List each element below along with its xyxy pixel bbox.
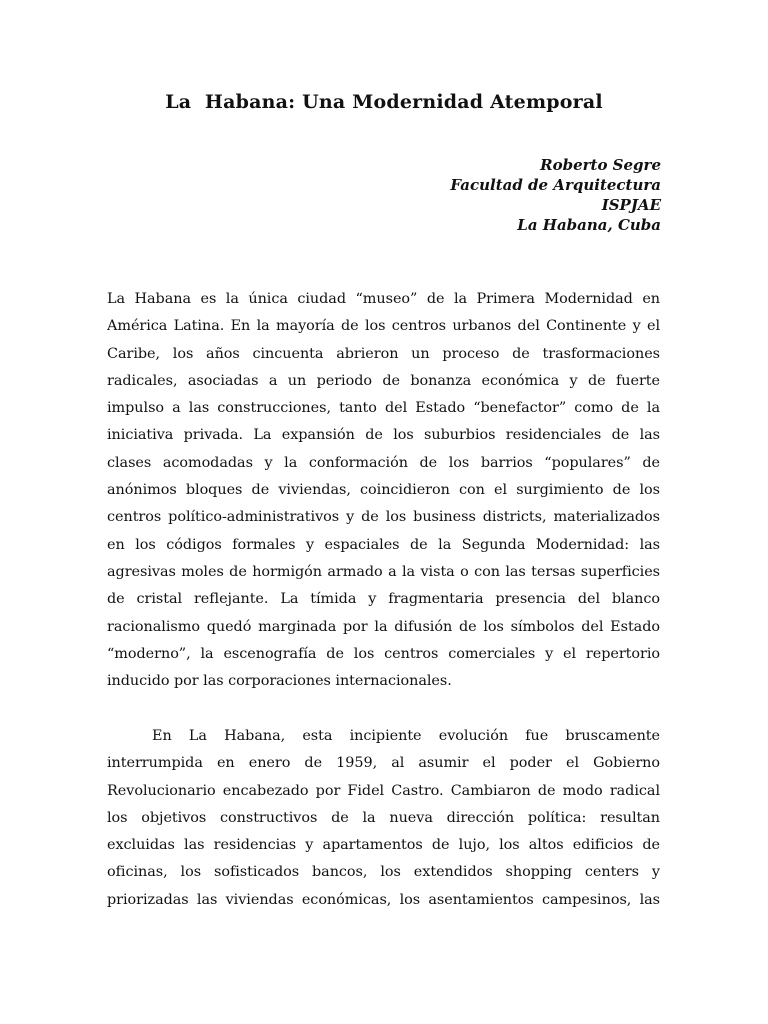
paragraph-line: clases acomodadas y la conformación de los barrios “populares” de (107, 454, 660, 471)
author-institution: ISPJAE (601, 196, 661, 214)
paragraph-line: agresivas moles de hormigón armado a la vista o con las tersas superficies (107, 563, 660, 580)
paragraph-line: radicales, asociadas a un periodo de bonanza económica y de fuerte (107, 372, 660, 389)
paragraph-line: Revolucionario encabezado por Fidel Castro. Cambiaron de modo radical (107, 782, 660, 799)
paragraph-line: interrumpida en enero de 1959, al asumir el poder el Gobierno (107, 755, 660, 772)
paragraph-line: La Habana es la única ciudad “museo” de la Primera Modernidad en (107, 291, 660, 307)
author-location: La Habana, Cuba (517, 216, 661, 234)
document-title: La Habana: Una Modernidad Atemporal (165, 91, 603, 113)
paragraph-line: los objetivos constructivos de la nueva dirección política: resultan (107, 809, 660, 826)
author-faculty: Facultad de Arquitectura (450, 176, 661, 194)
paragraph-line: impulso a las construcciones, tanto del Estado “benefactor” como de la (107, 400, 660, 417)
paragraph-line: de cristal reflejante. La tímida y fragmentaria presencia del blanco (107, 591, 660, 608)
paragraph-line: centros político-administrativos y de los business districts, materializados (107, 509, 660, 526)
paragraph-line: excluidas las residencias y apartamentos de lujo, los altos edificios de (107, 837, 660, 854)
paragraph-line: inducido por las corporaciones internacionales. (107, 673, 452, 690)
author-name: Roberto Segre (540, 156, 661, 174)
paragraph-line: en los códigos formales y espaciales de la Segunda Modernidad: las (107, 536, 660, 553)
paragraph-1 (107, 286, 660, 695)
paragraph-line: anónimos bloques de viviendas, coincidieron con el surgimiento de los (107, 482, 660, 499)
paragraph-line: priorizadas las viviendas económicas, los asentamientos campesinos, las (107, 891, 660, 908)
author-block (450, 155, 661, 235)
paragraph-2 (107, 723, 660, 914)
paragraph-line: Caribe, los años cincuenta abrieron un proceso de trasformaciones (107, 345, 660, 362)
paragraph-line: oficinas, los sofisticados bancos, los extendidos shopping centers y (107, 864, 660, 881)
paragraph-line: racionalismo quedó marginada por la difusión de los símbolos del Estado (107, 618, 660, 635)
paragraph-line: “moderno”, la escenografía de los centros comerciales y el repertorio (107, 645, 660, 662)
paragraph-line: En La Habana, esta incipiente evolución fue bruscamente (152, 728, 660, 744)
paragraph-line: América Latina. En la mayoría de los centros urbanos del Continente y el (107, 318, 660, 335)
paragraph-line: iniciativa privada. La expansión de los suburbios residenciales de las (107, 427, 660, 444)
